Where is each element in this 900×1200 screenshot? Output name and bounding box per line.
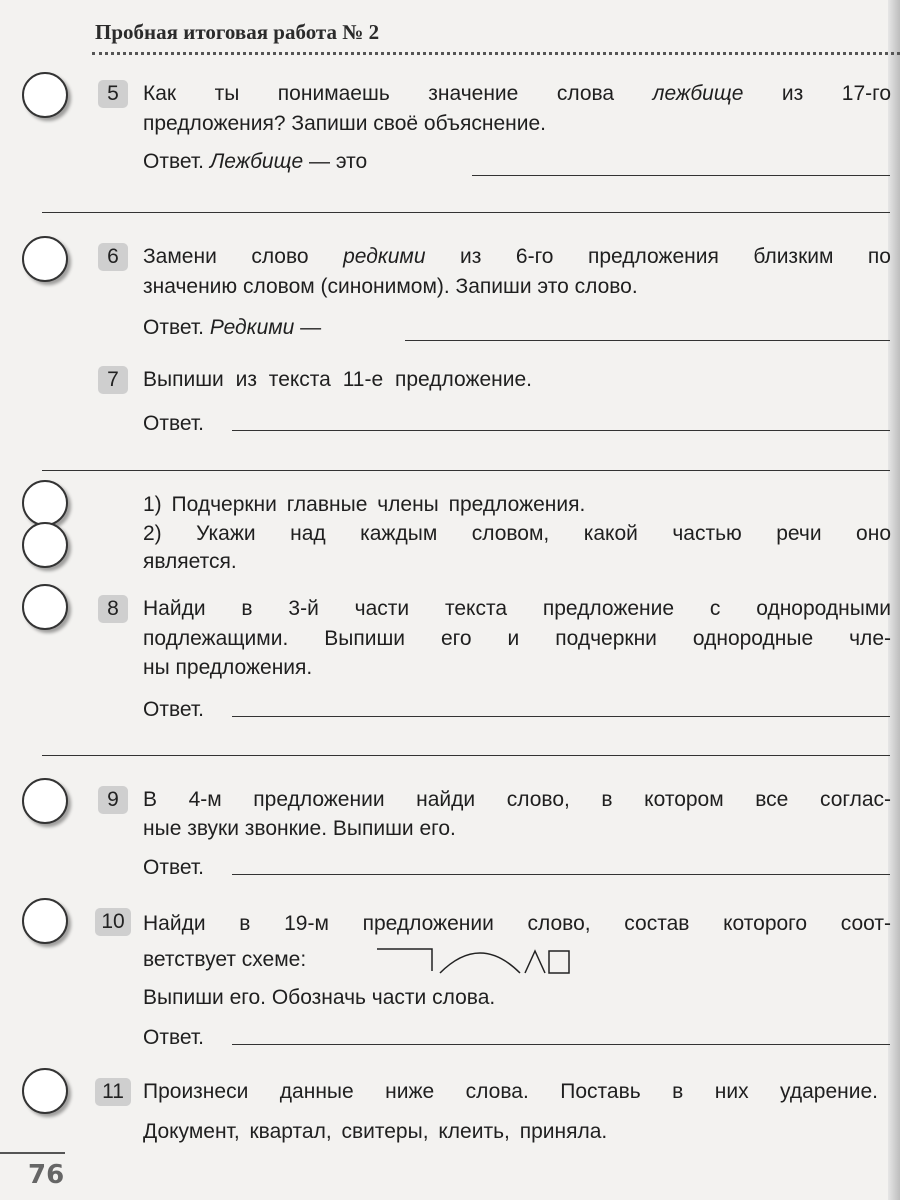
- score-circle: [22, 236, 68, 282]
- question-number: 5: [98, 80, 128, 108]
- question-number: 10: [95, 908, 131, 936]
- question-text: Выпиши из текста 11-е предложение.: [143, 368, 533, 391]
- question-text: ветствует схеме:: [143, 948, 307, 971]
- question-text: ные звуки звонкие. Выпиши его.: [143, 817, 456, 840]
- question-text: В 4-м предложении найди слово, в котором все соглас-: [143, 788, 891, 811]
- answer-label: Ответ. Лежбище — это: [143, 150, 368, 173]
- answer-line[interactable]: [42, 755, 890, 756]
- page-number: 76: [28, 1160, 65, 1190]
- suffix-mark: [525, 951, 545, 973]
- score-circle: [22, 898, 68, 944]
- question-text: Найди в 19-м предложении слово, состав которого соот-: [143, 912, 891, 935]
- word-list: Документ, квартал, свитеры, клеить, приняла.: [143, 1120, 608, 1143]
- question-text: значению словом (синонимом). Запиши это слово.: [143, 275, 638, 298]
- word-scheme-icon: [375, 945, 585, 975]
- answer-line[interactable]: [405, 340, 890, 341]
- question-text: Замени слово редкими из 6-го предложения близким по: [143, 245, 891, 268]
- dotted-divider: [92, 52, 900, 55]
- answer-line[interactable]: [232, 1044, 890, 1045]
- question-text: подлежащими. Выпиши его и подчеркни однородные чле-: [143, 627, 891, 650]
- question-number: 6: [98, 243, 128, 271]
- answer-line[interactable]: [42, 212, 890, 213]
- answer-label: Ответ. Редкими —: [143, 316, 322, 339]
- answer-line[interactable]: [232, 716, 890, 717]
- question-text: Как ты понимаешь значение слова лежбище из 17-го: [143, 82, 891, 105]
- question-text: Выпиши его. Обозначь части слова.: [143, 986, 496, 1009]
- answer-label: Ответ.: [143, 1026, 204, 1049]
- score-circle: [22, 1068, 68, 1114]
- score-circle: [22, 584, 68, 630]
- question-number: 8: [98, 595, 128, 623]
- answer-line[interactable]: [232, 430, 890, 431]
- question-text: Найди в 3-й части текста предложение с однородными: [143, 597, 891, 620]
- answer-label: Ответ.: [143, 698, 204, 721]
- score-circle: [22, 480, 68, 526]
- question-number: 7: [98, 366, 128, 394]
- answer-line[interactable]: [472, 175, 890, 176]
- answer-label: Ответ.: [143, 856, 204, 879]
- answer-line[interactable]: [232, 874, 890, 875]
- score-circle: [22, 522, 68, 568]
- question-number: 9: [98, 786, 128, 814]
- question-text: является.: [143, 550, 237, 573]
- ending-mark: [549, 951, 569, 973]
- answer-line[interactable]: [42, 470, 890, 471]
- score-circle: [22, 778, 68, 824]
- prefix-mark: [377, 949, 432, 971]
- answer-label: Ответ.: [143, 412, 204, 435]
- question-text: 2) Укажи над каждым словом, какой частью речи оно: [143, 522, 891, 545]
- question-text: предложения? Запиши своё объяснение.: [143, 112, 547, 135]
- question-text: Произнеси данные ниже слова. Поставь в них ударение.: [143, 1080, 878, 1103]
- footer-rule: [0, 1152, 65, 1154]
- question-text: ны предложения.: [143, 656, 313, 679]
- root-mark: [440, 953, 520, 973]
- question-text: 1) Подчеркни главные члены предложения.: [143, 493, 586, 516]
- score-circle: [22, 72, 68, 118]
- page-title: Пробная итоговая работа № 2: [95, 20, 380, 44]
- question-number: 11: [95, 1078, 131, 1106]
